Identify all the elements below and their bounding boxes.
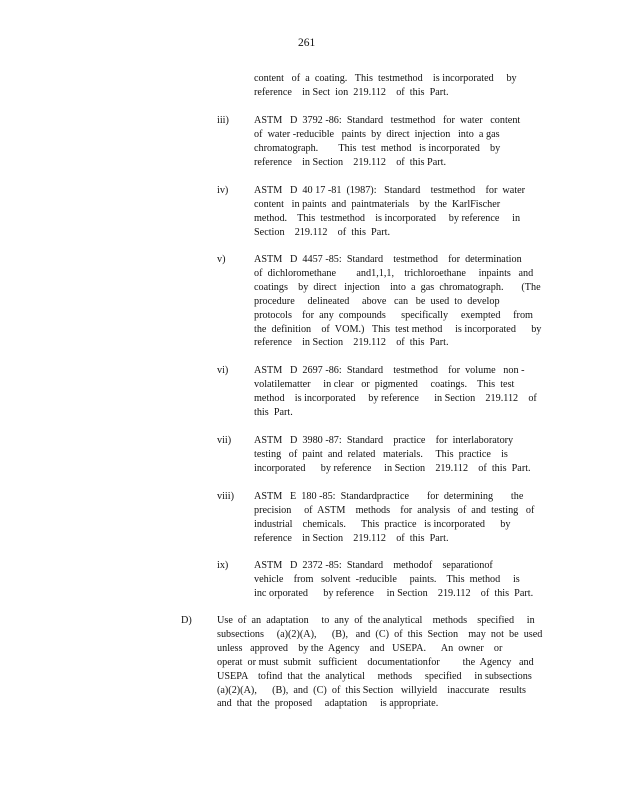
item-label-vi: vi) — [217, 365, 229, 376]
text-line: industrial chemicals. This practice is incorporated by — [254, 518, 511, 530]
text-line: reference in Section 219.112 of this Part. — [254, 532, 449, 544]
text-line: precision of ASTM methods for analysis of and testing of — [254, 504, 535, 516]
item-label-iii: iii) — [217, 115, 229, 126]
text-line: (a)(2)(A), (B), and (C) of this Section willyield inaccurate results — [217, 684, 526, 696]
text-line: ASTM D 2372 -85: Standard methodof separationof — [254, 560, 493, 571]
text-line: content of a coating. This testmethod is incorporated by — [254, 73, 517, 84]
item-paragraph-vi — [254, 364, 554, 420]
text-line: subsections (a)(2)(A), (B), and (C) of this Section may not be used — [217, 628, 543, 640]
text-line: coatings by direct injection into a gas chromatograph. (The — [254, 281, 541, 293]
text-line: reference in Section 219.112 of this Part. — [254, 337, 449, 349]
text-line: testing of paint and related materials. This practice is — [254, 448, 508, 460]
text-line: ASTM D 3980 -87: Standard practice for interlaboratory — [254, 435, 514, 446]
section-paragraph-d — [217, 614, 557, 711]
item-label-vii: vii) — [217, 435, 232, 446]
text-line: USEPA tofind that the analytical methods specified in subsections — [217, 670, 532, 682]
item-paragraph-v — [254, 253, 554, 350]
text-line: method. This testmethod is incorporated by reference in — [254, 212, 521, 224]
item-paragraph-vii — [254, 434, 554, 476]
text-line: inc orporated by reference in Section 219.112 of this Part. — [254, 587, 534, 599]
text-line: volatilematter in clear or pigmented coatings. This test — [254, 378, 515, 390]
item-paragraph-ix — [254, 559, 554, 601]
text-line: procedure delineated above can be used to develop — [254, 295, 500, 307]
item-label-ix: ix) — [217, 560, 229, 571]
text-line: protocols for any compounds specifically exempted from — [254, 309, 533, 321]
text-line: of dichloromethane and1,1,1, trichloroethane inpaints and — [254, 267, 534, 279]
text-line: operat or must submit sufficient documentationfor the Agency and — [217, 656, 534, 668]
section-label-d: D) — [181, 615, 192, 626]
text-line: this Part. — [254, 406, 293, 418]
text-line: vehicle from solvent -reducible paints. This method is — [254, 573, 520, 585]
text-line: the definition of VOM.) This test method is incorporated by — [254, 323, 542, 335]
text-line: of water -reducible paints by direct injection into a gas — [254, 128, 500, 140]
text-line: reference in Section 219.112 of this Part. — [254, 156, 447, 168]
item-paragraph-viii — [254, 490, 554, 546]
text-line: incorporated by reference in Section 219.112 of this Part. — [254, 462, 531, 474]
intro-paragraph — [254, 72, 554, 100]
item-label-iv: iv) — [217, 185, 229, 196]
text-line: chromatograph. This test method is incorporated by — [254, 142, 501, 154]
text-line: Use of an adaptation to any of the analytical methods specified in — [217, 615, 535, 626]
page-number: 261 — [298, 37, 316, 49]
text-line: ASTM D 2697 -86: Standard testmethod for volume non - — [254, 365, 525, 376]
item-label-v: v) — [217, 254, 226, 265]
text-line: and that the proposed adaptation is appropriate. — [217, 698, 439, 710]
text-line: method is incorporated by reference in Section 219.112 of — [254, 392, 537, 404]
text-line: ASTM E 180 -85: Standardpractice for determining the — [254, 491, 524, 502]
item-paragraph-iv — [254, 184, 554, 240]
text-line: ASTM D 4457 -85: Standard testmethod for determination — [254, 254, 522, 265]
text-line: ASTM D 40 17 -81 (1987): Standard testmethod for water — [254, 185, 526, 196]
text-line: ASTM D 3792 -86: Standard testmethod for water content — [254, 115, 521, 126]
text-line: content in paints and paintmaterials by the KarlFischer — [254, 198, 501, 210]
item-label-viii: viii) — [217, 491, 234, 502]
text-line: reference in Sect ion 219.112 of this Part. — [254, 86, 449, 98]
text-line: unless approved by the Agency and USEPA. An owner or — [217, 642, 503, 654]
text-line: Section 219.112 of this Part. — [254, 226, 391, 238]
item-paragraph-iii — [254, 114, 554, 170]
